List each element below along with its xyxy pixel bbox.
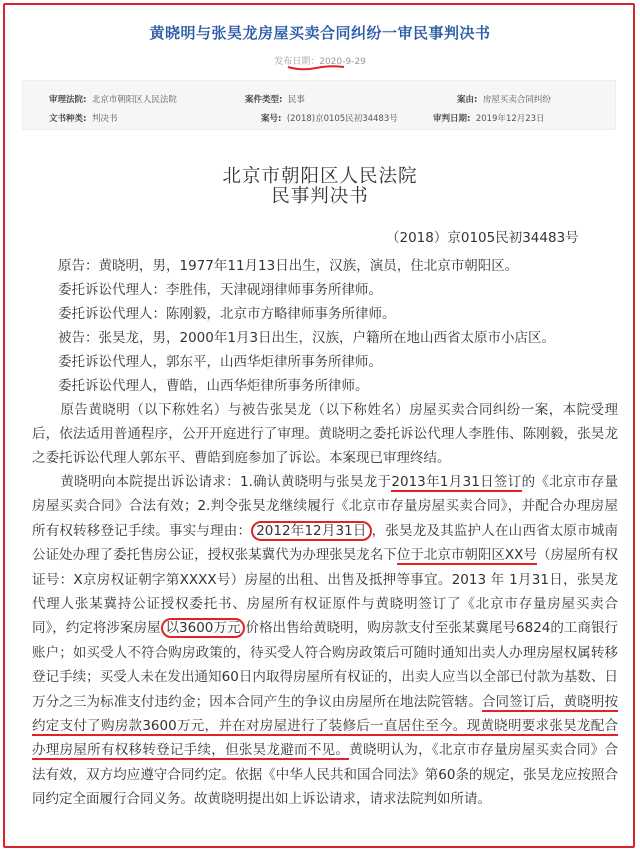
judgment-title: 民事判决书 [271,186,369,207]
meta-case-type: 案件类型: 民事 [245,95,305,105]
case-number: （2018）京0105民初34483号 [386,230,579,246]
highlight-property-location: 位于北京市朝阳区XX号 [396,547,537,564]
paragraph-claims: 黄晓明向本院提出诉讼请求：1.确认黄晓明与张昊龙于2013年1月31日签订的《北京市存量房屋买卖合同》合法有效；2.判令张昊龙继续履行《北京市存量房屋买卖合同》，并配合办理房屋所有权转移登记手续。事实与理由： 2012年12月31日 ，张昊龙及其监护人在山西省太原市城南公证处办理了委托售房公证，授权张某冀代为办理张昊龙名下位于北京市朝阳区XX号（房屋所有权证号：X京房权证朝字第XXXX号）房屋的出租、出售及抵押等事宜。2013 年 1月31日，张昊龙代理人张某冀持公证授权委托书、房屋所有权证原件与黄晓明签订了《北京市存量房屋买卖合同》，约定将涉案房屋 以3600万元 价格出售给黄晓明，购房款支付至张某冀尾号6824的工商银行账户；如买受人不符合购房政策的，待买受人符合购房政策后可随时通知出卖人办理房屋权属转移登记手续；买受人未在发出通知60日内取得房屋所有权证的，出卖人应当以全部已付款为基数、日万分之三为标准支付违约金；因本合同产生的争议由房屋所在地法院管辖。合同签订后，黄晓明按约定支付了购房款3600万元，并在对房屋进行了装修后一直居住至今。现黄晓明要求张昊龙配合办理房屋所有权移转登记手续，但张昊龙避而不见。黄晓明认为，《北京市存量房屋买卖合同》合法有效，双方均应遵守合同约定。依据《中华人民共和国合同法》第60条的规定，张昊龙应按照合同约定全面履行合同义务。故黄晓明提出如上诉讼请求，请求法院判如所请。 [32,474,619,808]
party-line: 原告：黄晓明，男，1977年11月13日出生，汉族，演员，住北京市朝阳区。 [58,258,519,274]
page-title: 黄晓明与张昊龙房屋买卖合同纠纷一审民事判决书 [149,24,491,42]
case-metadata-panel [22,80,616,130]
highlight-demand-transfer: 现黄晓明要求张昊龙配合办理房屋所有权移转登记手续，但张昊龙避而不见。 [32,718,619,759]
highlight-price: 以3600万元 [161,618,246,638]
party-line: 委托诉讼代理人：陈刚毅，北京市方略律师事务所律师。 [58,306,396,322]
publish-date-value: 2020-9-29 [319,57,366,67]
party-line: 委托诉讼代理人：李胜伟，天津砚翊律师事务所律师。 [58,282,382,298]
highlight-sign-date: 2013年1月31日签订 [391,474,522,490]
meta-court: 审理法院: 北京市朝阳区人民法院 [49,95,177,105]
publish-date-label: 发布日期： [274,57,320,67]
party-line: 委托诉讼代理人，郭东平，山西华炬律所事务所律师。 [58,354,382,370]
meta-cause: 案由: 房屋买卖合同纠纷 [457,95,551,105]
highlight-entrust-date: 2012年12月31日 [251,521,371,541]
party-line: 被告：张昊龙，男，2000年1月3日出生，汉族，户籍所在地山西省太原市小店区。 [58,330,556,346]
meta-doc-type: 文书种类: 判决书 [49,114,118,124]
meta-case-no: 案号: (2018)京0105民初34483号 [261,114,398,124]
date-underline-annotation [286,64,346,72]
highlight-payment-and-residence: 合同签订后，黄晓明按约定支付了购房款3600万元，并在对房屋进行了装修后一直居住至今。 [32,693,619,735]
meta-judge-date: 审判日期: 2019年12月23日 [433,114,545,124]
court-title: 北京市朝阳区人民法院 [222,166,418,187]
party-line: 委托诉讼代理人，曹皓，山西华炬律所事务所律师。 [58,378,369,394]
paragraph-case-intro: 原告黄晓明（以下称姓名）与被告张昊龙（以下称姓名）房屋买卖合同纠纷一案，本院受理后，依法适用普通程序，公开开庭进行了审理。黄晓明之委托诉讼代理人李胜伟、陈刚毅，张昊龙之委托诉讼代理人郭东平、曹皓到庭参加了诉讼。本案现已审理终结。 [32,402,618,466]
